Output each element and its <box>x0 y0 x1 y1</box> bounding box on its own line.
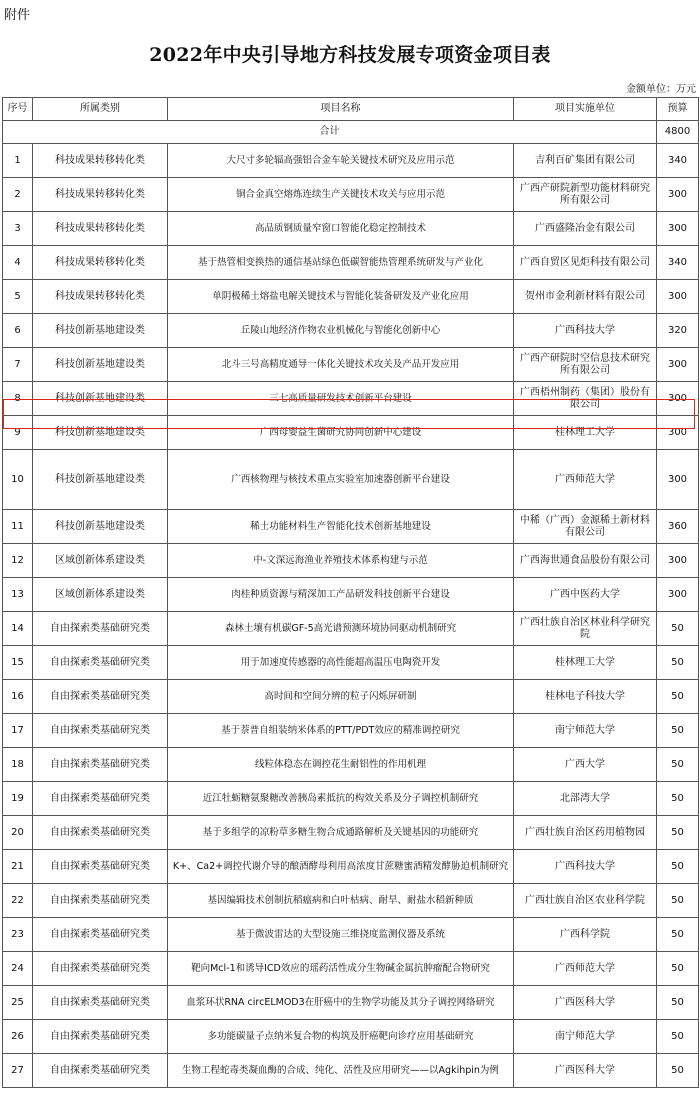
header-budget: 预算 <box>657 98 699 121</box>
table-row <box>3 782 699 816</box>
table-row <box>3 246 699 280</box>
row-category: 自由探索类基础研究类 <box>33 782 168 816</box>
row-category: 科技成果转移转化类 <box>33 144 168 178</box>
table-row <box>3 612 699 646</box>
table-row <box>3 348 699 382</box>
row-organization: 南宁师范大学 <box>514 714 657 748</box>
row-project-name: 多功能碳量子点纳米复合物的构筑及肝癌靶向诊疗应用基础研究 <box>168 1020 514 1054</box>
table-row <box>3 1020 699 1054</box>
row-organization: 北部湾大学 <box>514 782 657 816</box>
row-budget: 300 <box>657 450 699 510</box>
row-serial: 20 <box>3 816 33 850</box>
row-project-name: 北斗三号高精度通导一体化关键技术攻关及产品开发应用 <box>168 348 514 382</box>
table-row <box>3 748 699 782</box>
table-row <box>3 1054 699 1088</box>
row-category: 区域创新体系建设类 <box>33 544 168 578</box>
row-budget: 340 <box>657 246 699 280</box>
row-organization: 南宁师范大学 <box>514 1020 657 1054</box>
row-serial: 8 <box>3 382 33 416</box>
total-value: 4800 <box>657 121 699 144</box>
row-serial: 1 <box>3 144 33 178</box>
row-category: 科技成果转移转化类 <box>33 246 168 280</box>
row-category: 自由探索类基础研究类 <box>33 884 168 918</box>
row-organization: 广西师范大学 <box>514 450 657 510</box>
table-row <box>3 544 699 578</box>
row-budget: 300 <box>657 348 699 382</box>
table-row <box>3 952 699 986</box>
row-serial: 11 <box>3 510 33 544</box>
row-organization: 桂林电子科技大学 <box>514 680 657 714</box>
table-row <box>3 450 699 510</box>
row-organization: 广西大学 <box>514 748 657 782</box>
row-organization: 广西自贸区见炬科技有限公司 <box>514 246 657 280</box>
table-header-row <box>3 98 699 121</box>
row-project-name: 铜合金真空熔炼连续生产关键技术攻关与应用示范 <box>168 178 514 212</box>
row-budget: 50 <box>657 816 699 850</box>
row-budget: 50 <box>657 1054 699 1088</box>
row-serial: 6 <box>3 314 33 348</box>
row-project-name: 丘陵山地经济作物农业机械化与智能化创新中心 <box>168 314 514 348</box>
row-serial: 26 <box>3 1020 33 1054</box>
row-budget: 320 <box>657 314 699 348</box>
row-organization: 贺州市金利新材料有限公司 <box>514 280 657 314</box>
row-budget: 50 <box>657 714 699 748</box>
header-project-name: 项目名称 <box>168 98 514 121</box>
row-organization: 广西中医药大学 <box>514 578 657 612</box>
row-serial: 3 <box>3 212 33 246</box>
row-organization: 广西海世通食品股份有限公司 <box>514 544 657 578</box>
row-budget: 50 <box>657 646 699 680</box>
table-row <box>3 884 699 918</box>
row-budget: 300 <box>657 212 699 246</box>
row-organization: 广西产研院新型功能材料研究所有限公司 <box>514 178 657 212</box>
row-project-name: 高品质钢质量窄窗口智能化稳定控制技术 <box>168 212 514 246</box>
row-serial: 7 <box>3 348 33 382</box>
row-category: 自由探索类基础研究类 <box>33 1054 168 1088</box>
table-row <box>3 510 699 544</box>
row-budget: 50 <box>657 782 699 816</box>
row-project-name: 血浆环状RNA circELMOD3在肝癌中的生物学功能及其分子调控网络研究 <box>168 986 514 1020</box>
row-category: 自由探索类基础研究类 <box>33 952 168 986</box>
table-row <box>3 144 699 178</box>
row-serial: 23 <box>3 918 33 952</box>
document-title: 2022年中央引导地方科技发展专项资金项目表 <box>149 44 551 66</box>
row-serial: 5 <box>3 280 33 314</box>
row-organization: 吉利百矿集团有限公司 <box>514 144 657 178</box>
row-budget: 360 <box>657 510 699 544</box>
row-category: 科技成果转移转化类 <box>33 178 168 212</box>
row-category: 科技创新基地建设类 <box>33 450 168 510</box>
row-organization: 桂林理工大学 <box>514 416 657 450</box>
row-project-name: 近江牡蛎糖氨聚糖改善胰岛素抵抗的构效关系及分子调控机制研究 <box>168 782 514 816</box>
row-serial: 12 <box>3 544 33 578</box>
row-category: 科技创新基地建设类 <box>33 510 168 544</box>
row-organization: 广西梧州制药（集团）股份有限公司 <box>514 382 657 416</box>
row-budget: 50 <box>657 952 699 986</box>
row-organization: 广西壮族自治区林业科学研究院 <box>514 612 657 646</box>
row-budget: 300 <box>657 178 699 212</box>
row-budget: 50 <box>657 918 699 952</box>
row-serial: 18 <box>3 748 33 782</box>
row-organization: 广西壮族自治区农业科学院 <box>514 884 657 918</box>
row-serial: 21 <box>3 850 33 884</box>
header-category: 所属类别 <box>33 98 168 121</box>
row-budget: 300 <box>657 578 699 612</box>
row-budget: 50 <box>657 748 699 782</box>
row-category: 自由探索类基础研究类 <box>33 646 168 680</box>
row-category: 科技成果转移转化类 <box>33 280 168 314</box>
table-row <box>3 416 699 450</box>
header-serial: 序号 <box>3 98 33 121</box>
attachment-label: 附件 <box>4 8 31 23</box>
row-category: 自由探索类基础研究类 <box>33 714 168 748</box>
row-category: 科技创新基地建设类 <box>33 314 168 348</box>
row-category: 科技成果转移转化类 <box>33 212 168 246</box>
row-category: 科技创新基地建设类 <box>33 416 168 450</box>
row-budget: 300 <box>657 280 699 314</box>
table-row <box>3 382 699 416</box>
row-serial: 19 <box>3 782 33 816</box>
row-category: 自由探索类基础研究类 <box>33 748 168 782</box>
row-budget: 50 <box>657 612 699 646</box>
row-category: 区域创新体系建设类 <box>33 578 168 612</box>
row-project-name: 三七高质量研发技术创新平台建设 <box>168 382 514 416</box>
row-project-name: 基于萘普自组装纳米体系的PTT/PDT效应的精准调控研究 <box>168 714 514 748</box>
row-budget: 50 <box>657 884 699 918</box>
row-project-name: 稀土功能材料生产智能化技术创新基地建设 <box>168 510 514 544</box>
row-project-name: 森林土壤有机碳GF-5高光谱预测环境协同驱动机制研究 <box>168 612 514 646</box>
row-project-name: 单阴极稀土熔盐电解关键技术与智能化装备研发及产业化应用 <box>168 280 514 314</box>
table-row <box>3 986 699 1020</box>
table-row <box>3 578 699 612</box>
row-serial: 27 <box>3 1054 33 1088</box>
row-serial: 22 <box>3 884 33 918</box>
row-organization: 广西医科大学 <box>514 1054 657 1088</box>
row-project-name: 基于微波雷达的大型设施三维挠度监测仪器及系统 <box>168 918 514 952</box>
row-category: 自由探索类基础研究类 <box>33 816 168 850</box>
header-organization: 项目实施单位 <box>514 98 657 121</box>
row-project-name: 靶向Mcl-1和诱导ICD效应的瑶药活性成分生物碱金属抗肿瘤配合物研究 <box>168 952 514 986</box>
row-project-name: 肉桂种质资源与精深加工产品研发科技创新平台建设 <box>168 578 514 612</box>
row-project-name: 基因编辑技术创制抗稻瘟病和白叶枯病、耐旱、耐盐水稻新种质 <box>168 884 514 918</box>
row-project-name: 中-文深远海渔业养殖技术体系构建与示范 <box>168 544 514 578</box>
row-serial: 4 <box>3 246 33 280</box>
project-table <box>2 97 699 1088</box>
row-category: 自由探索类基础研究类 <box>33 850 168 884</box>
row-serial: 16 <box>3 680 33 714</box>
row-budget: 300 <box>657 416 699 450</box>
row-organization: 广西产研院时空信息技术研究所有限公司 <box>514 348 657 382</box>
table-row <box>3 714 699 748</box>
row-serial: 13 <box>3 578 33 612</box>
row-project-name: 线粒体稳态在调控花生耐铝性的作用机理 <box>168 748 514 782</box>
row-project-name: 基于热管相变换热的通信基站绿色低碳智能热管理系统研发与产业化 <box>168 246 514 280</box>
row-budget: 50 <box>657 850 699 884</box>
row-budget: 50 <box>657 680 699 714</box>
table-row <box>3 178 699 212</box>
row-project-name: 用于加速度传感器的高性能超高温压电陶瓷开发 <box>168 646 514 680</box>
row-category: 自由探索类基础研究类 <box>33 986 168 1020</box>
total-label: 合计 <box>3 121 657 144</box>
table-row <box>3 646 699 680</box>
row-project-name: 基于多组学的凉粉草多糖生物合成通路解析及关键基因的功能研究 <box>168 816 514 850</box>
row-category: 自由探索类基础研究类 <box>33 918 168 952</box>
row-budget: 300 <box>657 382 699 416</box>
table-row <box>3 680 699 714</box>
table-row <box>3 850 699 884</box>
row-serial: 2 <box>3 178 33 212</box>
table-row <box>3 212 699 246</box>
row-serial: 24 <box>3 952 33 986</box>
row-serial: 17 <box>3 714 33 748</box>
row-category: 自由探索类基础研究类 <box>33 680 168 714</box>
row-organization: 广西盛隆冶金有限公司 <box>514 212 657 246</box>
row-category: 自由探索类基础研究类 <box>33 1020 168 1054</box>
row-budget: 50 <box>657 986 699 1020</box>
row-project-name: 高时间和空间分辨的粒子闪烁屏研制 <box>168 680 514 714</box>
table-row <box>3 918 699 952</box>
row-budget: 300 <box>657 544 699 578</box>
row-organization: 广西壮族自治区药用植物园 <box>514 816 657 850</box>
row-organization: 广西科学院 <box>514 918 657 952</box>
row-category: 科技创新基地建设类 <box>33 348 168 382</box>
row-organization: 桂林理工大学 <box>514 646 657 680</box>
row-project-name: 生物工程蛇毒类凝血酶的合成、纯化、活性及应用研究——以Agkihpin为例 <box>168 1054 514 1088</box>
amount-unit-note: 金额单位：万元 <box>626 84 696 95</box>
table-row <box>3 280 699 314</box>
row-serial: 14 <box>3 612 33 646</box>
row-organization: 广西科技大学 <box>514 314 657 348</box>
total-row <box>3 121 699 144</box>
row-budget: 50 <box>657 1020 699 1054</box>
table-row <box>3 314 699 348</box>
row-project-name: K+、Ca2+调控代谢介导的酿酒酵母利用高浓度甘蔗糖蜜酒精发酵胁迫机制研究 <box>168 850 514 884</box>
row-organization: 中稀（广西）金源稀土新材料有限公司 <box>514 510 657 544</box>
row-project-name: 广西母婴益生菌研究协同创新中心建设 <box>168 416 514 450</box>
row-category: 科技创新基地建设类 <box>33 382 168 416</box>
row-organization: 广西医科大学 <box>514 986 657 1020</box>
row-project-name: 广西核物理与核技术重点实验室加速器创新平台建设 <box>168 450 514 510</box>
row-budget: 340 <box>657 144 699 178</box>
row-serial: 9 <box>3 416 33 450</box>
row-category: 自由探索类基础研究类 <box>33 612 168 646</box>
row-organization: 广西师范大学 <box>514 952 657 986</box>
table-row <box>3 816 699 850</box>
row-serial: 10 <box>3 450 33 510</box>
row-serial: 25 <box>3 986 33 1020</box>
row-project-name: 大尺寸多轮辐高强铝合金车轮关键技术研究及应用示范 <box>168 144 514 178</box>
row-organization: 广西科技大学 <box>514 850 657 884</box>
row-serial: 15 <box>3 646 33 680</box>
